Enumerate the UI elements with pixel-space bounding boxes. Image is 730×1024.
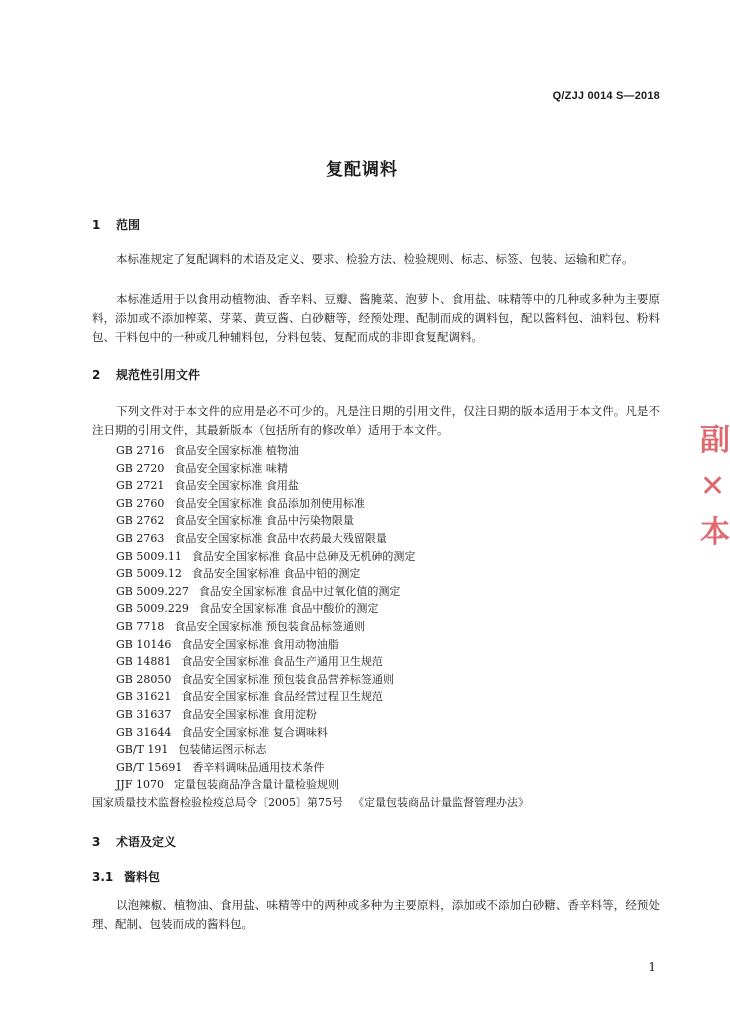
reference-name: 包装储运图示标志 bbox=[178, 743, 267, 757]
reference-name: 食品安全国家标准 植物油 bbox=[174, 444, 299, 457]
reference-code: GB 7718 bbox=[116, 619, 165, 633]
document-number: Q/ZJJ 0014 S—2018 bbox=[552, 90, 660, 102]
subsection-3-1-text: 以泡辣椒、植物油、食用盐、味精等中的两种或多种为主要原料，添加或不添加白砂糖、香辛料等，经预处理、配制、包装而成的酱料包。 bbox=[92, 898, 660, 931]
reference-item bbox=[116, 724, 676, 742]
reference-item bbox=[116, 776, 676, 794]
reference-item bbox=[116, 512, 676, 530]
reference-code: JJF 1070 bbox=[116, 778, 164, 792]
reference-code: GB 31637 bbox=[116, 707, 172, 721]
section-3-heading bbox=[92, 833, 176, 850]
reference-code: GB 2762 bbox=[116, 514, 165, 528]
reference-item bbox=[116, 565, 676, 583]
reference-code: GB/T 15691 bbox=[116, 760, 183, 774]
reference-item bbox=[116, 706, 676, 724]
reference-name: 食品安全国家标准 食品添加剂使用标准 bbox=[174, 496, 365, 510]
reference-code: GB 2760 bbox=[116, 496, 165, 510]
reference-code: GB 2763 bbox=[116, 531, 165, 545]
stamp-mark: ✕ bbox=[700, 469, 726, 504]
reference-name: 食品安全国家标准 预包装食品标签通则 bbox=[174, 619, 365, 633]
reference-name: 食品安全国家标准 食品生产通用卫生规范 bbox=[181, 655, 383, 669]
reference-item bbox=[116, 636, 676, 654]
reference-item bbox=[92, 794, 676, 812]
reference-code: GB 10146 bbox=[116, 637, 172, 651]
section-number: 1 bbox=[92, 218, 101, 232]
reference-code: GB 5009.229 bbox=[116, 602, 189, 616]
section-1-heading bbox=[92, 216, 140, 233]
reference-list bbox=[92, 442, 676, 811]
section-2-intro: 下列文件对于本文件的应用是必不可少的。凡是注日期的引用文件，仅注日期的版本适用于本文件。凡是不注日期的引用文件，其最新版本（包括所有的修改单）适用于本文件。 bbox=[92, 404, 660, 437]
section-title: 规范性引用文件 bbox=[116, 368, 201, 382]
reference-item bbox=[116, 618, 676, 636]
reference-code: GB 5009.11 bbox=[116, 549, 182, 563]
section-title: 术语及定义 bbox=[116, 835, 177, 849]
reference-code: GB 2716 bbox=[116, 444, 165, 457]
stamp-char: 副 bbox=[700, 423, 730, 458]
reference-code: GB 28050 bbox=[116, 672, 172, 686]
reference-code: GB 5009.227 bbox=[116, 584, 189, 598]
reference-item bbox=[116, 442, 676, 460]
reference-name: 食品安全国家标准 食品中污染物限量 bbox=[174, 514, 354, 528]
subsection-title: 酱料包 bbox=[124, 870, 161, 884]
reference-code: GB 14881 bbox=[116, 655, 172, 669]
reference-item bbox=[116, 477, 676, 495]
reference-item bbox=[116, 530, 676, 548]
reference-item bbox=[116, 741, 676, 759]
reference-name: 食品安全国家标准 食品中酸价的测定 bbox=[198, 602, 379, 616]
reference-item bbox=[116, 653, 676, 671]
reference-name: 食品安全国家标准 食用淀粉 bbox=[181, 707, 317, 721]
stamp-char: 本 bbox=[700, 515, 730, 550]
page-title: 复配调料 bbox=[326, 160, 398, 180]
reference-name: 食品安全国家标准 预包装食品营养标签通则 bbox=[181, 672, 394, 686]
reference-name: 香辛料调味品通用技术条件 bbox=[192, 760, 325, 774]
reference-name: 食品安全国家标准 食品中铅的测定 bbox=[191, 567, 361, 581]
reference-item bbox=[116, 671, 676, 689]
reference-name: 食品安全国家标准 味精 bbox=[174, 461, 288, 475]
reference-name: 食品安全国家标准 食品中农药最大残留限量 bbox=[174, 531, 387, 545]
section-number: 2 bbox=[92, 368, 101, 382]
reference-name: 食品安全国家标准 复合调味料 bbox=[181, 725, 328, 739]
section-number: 3 bbox=[92, 835, 101, 849]
reference-code: GB 2720 bbox=[116, 461, 165, 475]
reference-item bbox=[116, 759, 676, 777]
reference-code: GB 31644 bbox=[116, 725, 172, 739]
reference-item bbox=[116, 583, 676, 601]
subsection-number: 3.1 bbox=[92, 870, 114, 884]
reference-name: 食品安全国家标准 食用盐 bbox=[174, 479, 299, 493]
section-1-paragraph-2: 本标准适用于以食用动植物油、香辛料、豆瓣、酱腌菜、泡萝卜、食用盐、味精等中的几种或多种为主要原料，添加或不添加榨菜、芽菜、黄豆酱、白砂糖等，经预处理、配制而成的调料包，配以酱料包、油料包、粉料包、干料包中的一种或几种辅料包，分料包装、复配而成的非即食复配调料。 bbox=[92, 292, 660, 344]
reference-code: 国家质量技术监督检验检疫总局令〔2005〕第75号 bbox=[92, 795, 343, 809]
section-2-heading bbox=[92, 366, 200, 383]
reference-code: GB 31621 bbox=[116, 690, 172, 704]
reference-item bbox=[116, 460, 676, 478]
reference-name: 食品安全国家标准 食用动物油脂 bbox=[181, 637, 339, 651]
subsection-3-1-heading bbox=[92, 868, 160, 885]
reference-name: 《定量包装商品计量监督管理办法》 bbox=[353, 795, 529, 809]
reference-item bbox=[116, 688, 676, 706]
red-stamp bbox=[696, 418, 730, 568]
reference-code: GB/T 191 bbox=[116, 743, 169, 757]
section-title: 范围 bbox=[116, 218, 141, 232]
reference-name: 食品安全国家标准 食品中过氧化值的测定 bbox=[198, 584, 401, 598]
reference-code: GB 2721 bbox=[116, 479, 165, 493]
reference-code: GB 5009.12 bbox=[116, 567, 182, 581]
reference-item bbox=[116, 495, 676, 513]
reference-item bbox=[116, 600, 676, 618]
reference-name: 食品安全国家标准 食品经营过程卫生规范 bbox=[181, 690, 383, 704]
reference-name: 食品安全国家标准 食品中总砷及无机砷的测定 bbox=[191, 549, 416, 563]
section-1-paragraph-1: 本标准规定了复配调料的术语及定义、要求、检验方法、检验规则、标志、标签、包装、运输和贮存。 bbox=[116, 252, 634, 266]
reference-name: 定量包装商品净含量计量检验规则 bbox=[173, 778, 339, 792]
reference-item bbox=[116, 548, 676, 566]
page-number: 1 bbox=[648, 960, 656, 974]
